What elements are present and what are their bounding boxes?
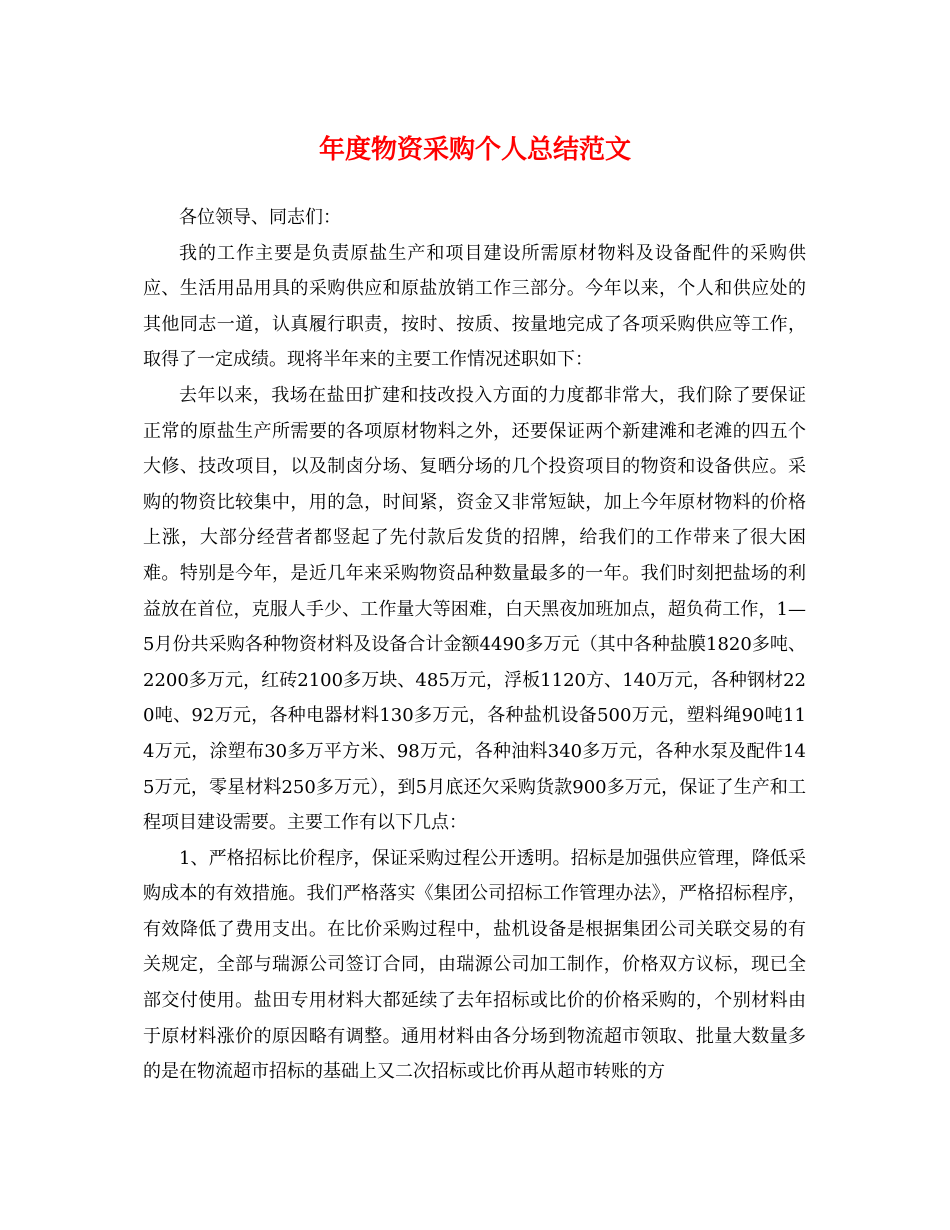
document-title: 年度物资采购个人总结范文 bbox=[318, 135, 631, 165]
paragraph-point-1: 1、严格招标比价程序，保证采购过程公开透明。招标是加强供应管理，降低采购成本的有效措施。我们严格落实《集团公司招标工作管理办法》，严格招标程序，有效降低了费用支出。在比价采购过程中，盐机设备是根据集团公司关联交易的有关规定，全部与瑞源公司签订合同，由瑞源公司加工制作，价格双方议标，现已全部交付使用。盐田专用材料大都延续了去年招标或比价的价格采购的，个别材料由于原材料涨价的原因略有调整。通用材料由各分场到物流超市领取、批量大数量多的是在物流超市招标的基础上又二次招标或比价再从超市转账的方 bbox=[143, 847, 806, 1083]
document-body bbox=[143, 200, 806, 1090]
paragraph-summary: 去年以来，我场在盐田扩建和技改投入方面的力度都非常大，我们除了要保证正常的原盐生产所需要的各项原材物料之外，还要保证两个新建滩和老滩的四五个大修、技改项目，以及制卤分场、复晒分场的几个投资项目的物资和设备供应。采购的物资比较集中，用的急，时间紧，资金又非常短缺，加上今年原材物料的价格上涨，大部分经营者都竖起了先付款后发货的招牌，给我们的工作带来了很大困难。特别是今年，是近几年来采购物资品种数量最多的一年。我们时刻把盐场的利益放在首位，克服人手少、工作量大等困难，白天黑夜加班加点，超负荷工作，1—5月份共采购各种物资材料及设备合计金额4490多万元（其中各种盐膜1820多吨、2200多万元，红砖2100多万块、485万元，浮板1120方、140万元，各种钢材220吨、92万元，各种电器材料130多万元，各种盐机设备500万元，塑料绳90吨114万元，涂塑布30多万平方米、98万元，各种油料340多万元，各种水泵及配件145万元，零星材料250多万元），到5月底还欠采购货款900多万元，保证了生产和工程项目建设需要。主要工作有以下几点： bbox=[143, 384, 806, 834]
paragraph-intro: 我的工作主要是负责原盐生产和项目建设所需原材物料及设备配件的采购供应、生活用品用具的采购供应和原盐放销工作三部分。今年以来，个人和供应处的其他同志一道，认真履行职责，按时、按质、按量地完成了各项采购供应等工作，取得了一定成绩。现将半年来的主要工作情况述职如下： bbox=[143, 242, 806, 371]
paragraph-greeting: 各位领导、同志们： bbox=[179, 207, 341, 228]
